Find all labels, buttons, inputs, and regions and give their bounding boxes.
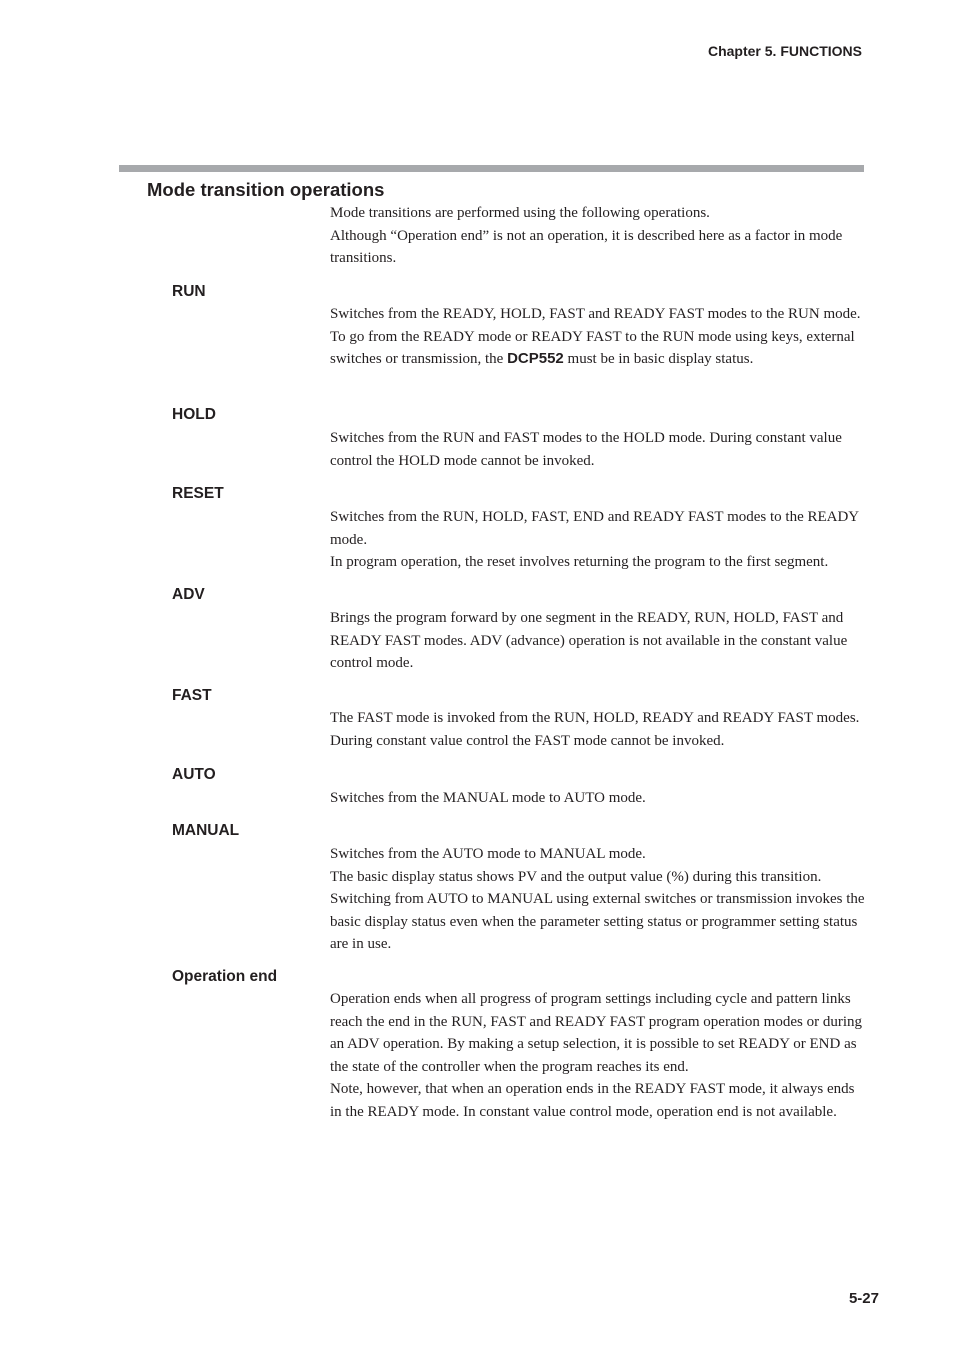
adv-description [330,607,866,675]
reset-description [330,506,866,574]
run-text-before: Switches from the READY, HOLD, FAST and READY FAST modes to the RUN mode. To go from the READY mode or READY FAST to the RUN mode using keys, external switches or transmission, the [330,306,861,368]
manual-heading: MANUAL [172,822,240,839]
auto-text: Switches from the MANUAL mode to AUTO mode. [330,790,646,806]
page-number: 5-27 [848,1290,879,1307]
operation-end-heading: Operation end [172,968,278,985]
run-text-after: must be in basic display status. [563,351,754,368]
manual-text-1: Switches from the AUTO mode to MANUAL mode. [330,846,646,862]
reset-heading: RESET [172,485,224,502]
operation-end-text-1: Operation ends when all progress of program settings including cycle and pattern links reach the end in the RUN, FAST and READY FAST program operation modes or during an ADV operation. By making a setup selection, it is possible to set READY or END as the state of the controller when the program reaches its end. [330,991,863,1075]
fast-text: The FAST mode is invoked from the RUN, HOLD, READY and READY FAST modes. During constant value control the FAST mode cannot be invoked. [330,710,860,749]
auto-description [330,787,866,810]
operation-end-text-2: Note, however, that when an operation ends in the READY FAST mode, it always ends in the READY mode. In constant value control mode, operation end is not available. [330,1081,855,1120]
model-name: DCP552 [507,350,564,368]
reset-text-1: Switches from the RUN, HOLD, FAST, END and READY FAST modes to the READY mode. [330,509,859,548]
hold-heading: HOLD [172,406,216,423]
run-description [330,303,866,371]
fast-heading: FAST [172,687,212,704]
intro-text [330,202,866,270]
operation-end-description [330,988,866,1124]
intro-line-1: Mode transitions are performed using the following operations. [330,205,710,221]
hold-text: Switches from the RUN and FAST modes to the HOLD mode. During constant value control the HOLD mode cannot be invoked. [330,430,842,469]
chapter-header: Chapter 5. FUNCTIONS [707,43,862,59]
adv-heading: ADV [172,586,205,603]
reset-text-2: In program operation, the reset involves returning the program to the first segment. [330,554,829,571]
run-heading: RUN [172,283,206,300]
fast-description [330,707,866,752]
section-title: Mode transition operations [147,179,385,200]
manual-text-2: The basic display status shows PV and the output value (%) during this transition. Switching from AUTO to MANUAL using external switches or transmission invokes the basic display status even when the parameter setting status or programmer setting status are in use. [330,868,865,953]
hold-description [330,427,866,472]
section-divider [119,165,864,172]
manual-description [330,843,866,956]
auto-heading: AUTO [172,766,216,783]
adv-text: Brings the program forward by one segment in the READY, RUN, HOLD, FAST and READY FAST modes. ADV (advance) operation is not available in the constant value control mode. [330,610,848,672]
intro-line-2: Although “Operation end” is not an operation, it is described here as a factor in mode transitions. [330,227,843,267]
